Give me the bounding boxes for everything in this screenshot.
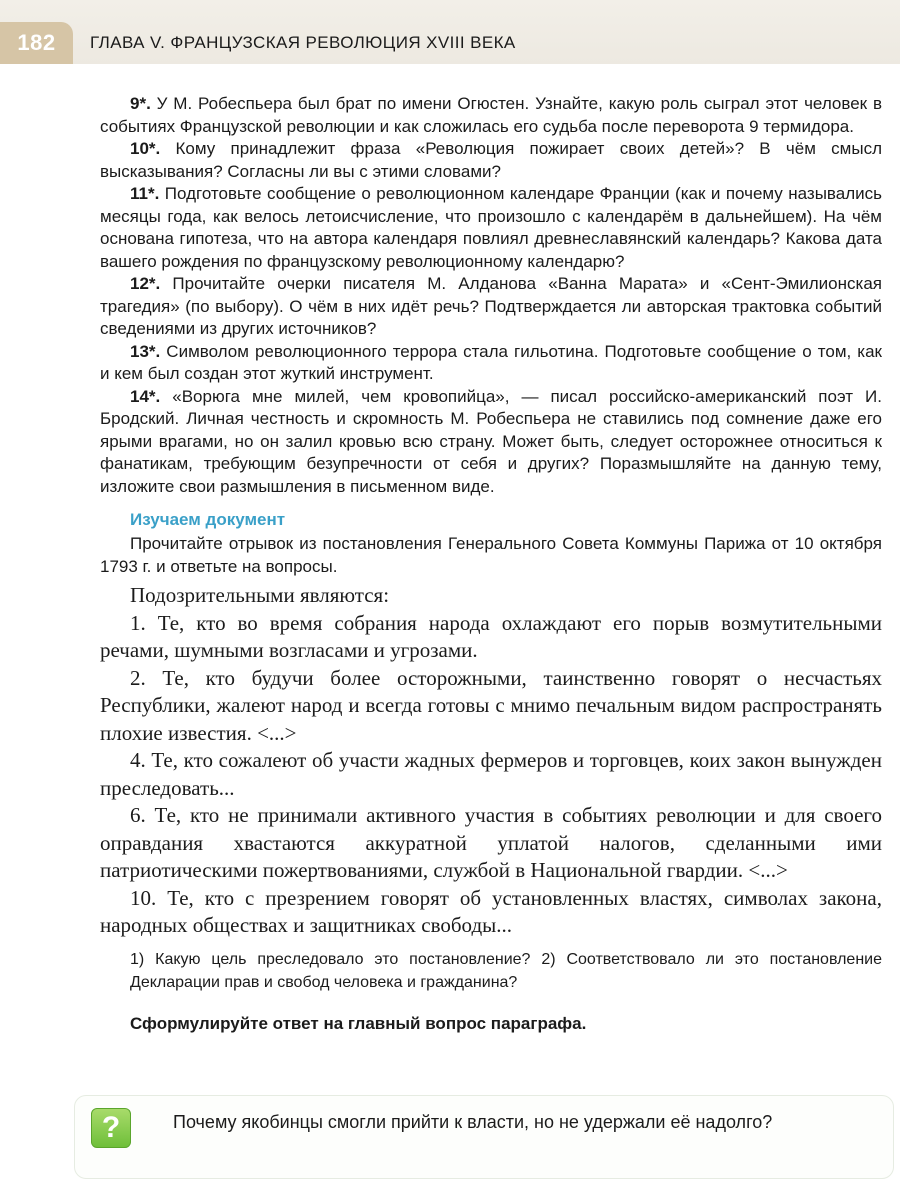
question-13: 13*. Символом революционного террора стала гильотина. Подготовьте сообщение о том, как и кем был создан этот жуткий инструмент. [100, 341, 882, 383]
quote-line: Подозрительными являются: [130, 583, 390, 607]
page-content [100, 93, 882, 1034]
question-14: 14*. «Ворюга мне милей, чем кровопийца», — писал российско-американский поэт И. Бродский. Личная честность и скромность М. Робеспьера не ставились под сомнение даже его ярыми врагами, но он залил кровью всю страну. Может быть, следует осторожнее относиться к фанатикам, требующим безупречности от себя и других? Поразмышляйте на данную тему, изложите свои размышления в письменном виде. [100, 386, 882, 496]
question-9: 9*. У М. Робеспьера был брат по имени Огюстен. Узнайте, какую роль сыграл этот человек в событиях Французской революции и как сложилась его судьба после переворота 9 термидора. [100, 94, 882, 136]
main-question-box [74, 1095, 894, 1179]
page-number: 182 [0, 22, 73, 64]
question-11: 11*. Подготовьте сообщение о революционном календаре Франции (как и почему назывались месяцы года, как велось летоисчисление, что произошло с календарём в дальнейшем). На чём основана гипотеза, что на автора календаря повлиял древнеславянский календарь? Какова дата вашего рождения по французскому революционному календарю? [100, 184, 882, 271]
quote-line: 1. Те, кто во время собрания народа охлаждают его порыв возмутительными речами, шумными возгласами и угрозами. [100, 610, 882, 662]
document-questions: 1) Какую цель преследовало это постановление? 2) Соответствовало ли это постановление Декларации прав и свобод человека и гражданина? [130, 950, 882, 991]
main-question-text: Почему якобинцы смогли прийти к власти, но не удержали её надолго? [173, 1112, 773, 1132]
question-mark-icon: ? [91, 1108, 131, 1148]
document-quote [100, 582, 882, 940]
question-10: 10*. Кому принадлежит фраза «Революция пожирает своих детей»? В чём смысл высказывания? Согласны ли вы с этими словами? [100, 139, 882, 181]
document-intro: Прочитайте отрывок из постановления Генерального Совета Коммуны Парижа от 10 октября 1793 г. и ответьте на вопросы. [100, 534, 882, 576]
section-title-document: Изучаем документ [130, 510, 286, 529]
quote-line: 2. Те, кто будучи более осторожными, таинственно говорят о несчастьях Республики, жалеют народ и всегда готовы с мнимо печальным видом распространять плохие известия. <...> [100, 665, 882, 745]
page-header [0, 0, 900, 64]
chapter-title: ГЛАВА V. ФРАНЦУЗСКАЯ РЕВОЛЮЦИЯ XVIII ВЕКА [90, 33, 516, 52]
quote-line: 4. Те, кто сожалеют об участи жадных фермеров и торговцев, коих закон вынужден преследовать... [100, 748, 882, 800]
main-task: Сформулируйте ответ на главный вопрос параграфа. [130, 1013, 587, 1033]
quote-line: 10. Те, кто с презрением говорят об установленных властях, символах закона, народных обществах и защитниках свободы... [100, 885, 882, 937]
quote-line: 6. Те, кто не принимали активного участия в событиях революции и для своего оправдания хвастаются аккуратной уплатой налогов, сделанными ими патриотическими пожертвованиями, службой в Национальной гвардии. <...> [100, 803, 882, 882]
question-12: 12*. Прочитайте очерки писателя М. Алданова «Ванна Марата» и «Сент-Эмилионская трагедия» (по выбору). О чём в них идёт речь? Подтверждается ли авторская трактовка событий сведениями из других источников? [100, 274, 882, 338]
